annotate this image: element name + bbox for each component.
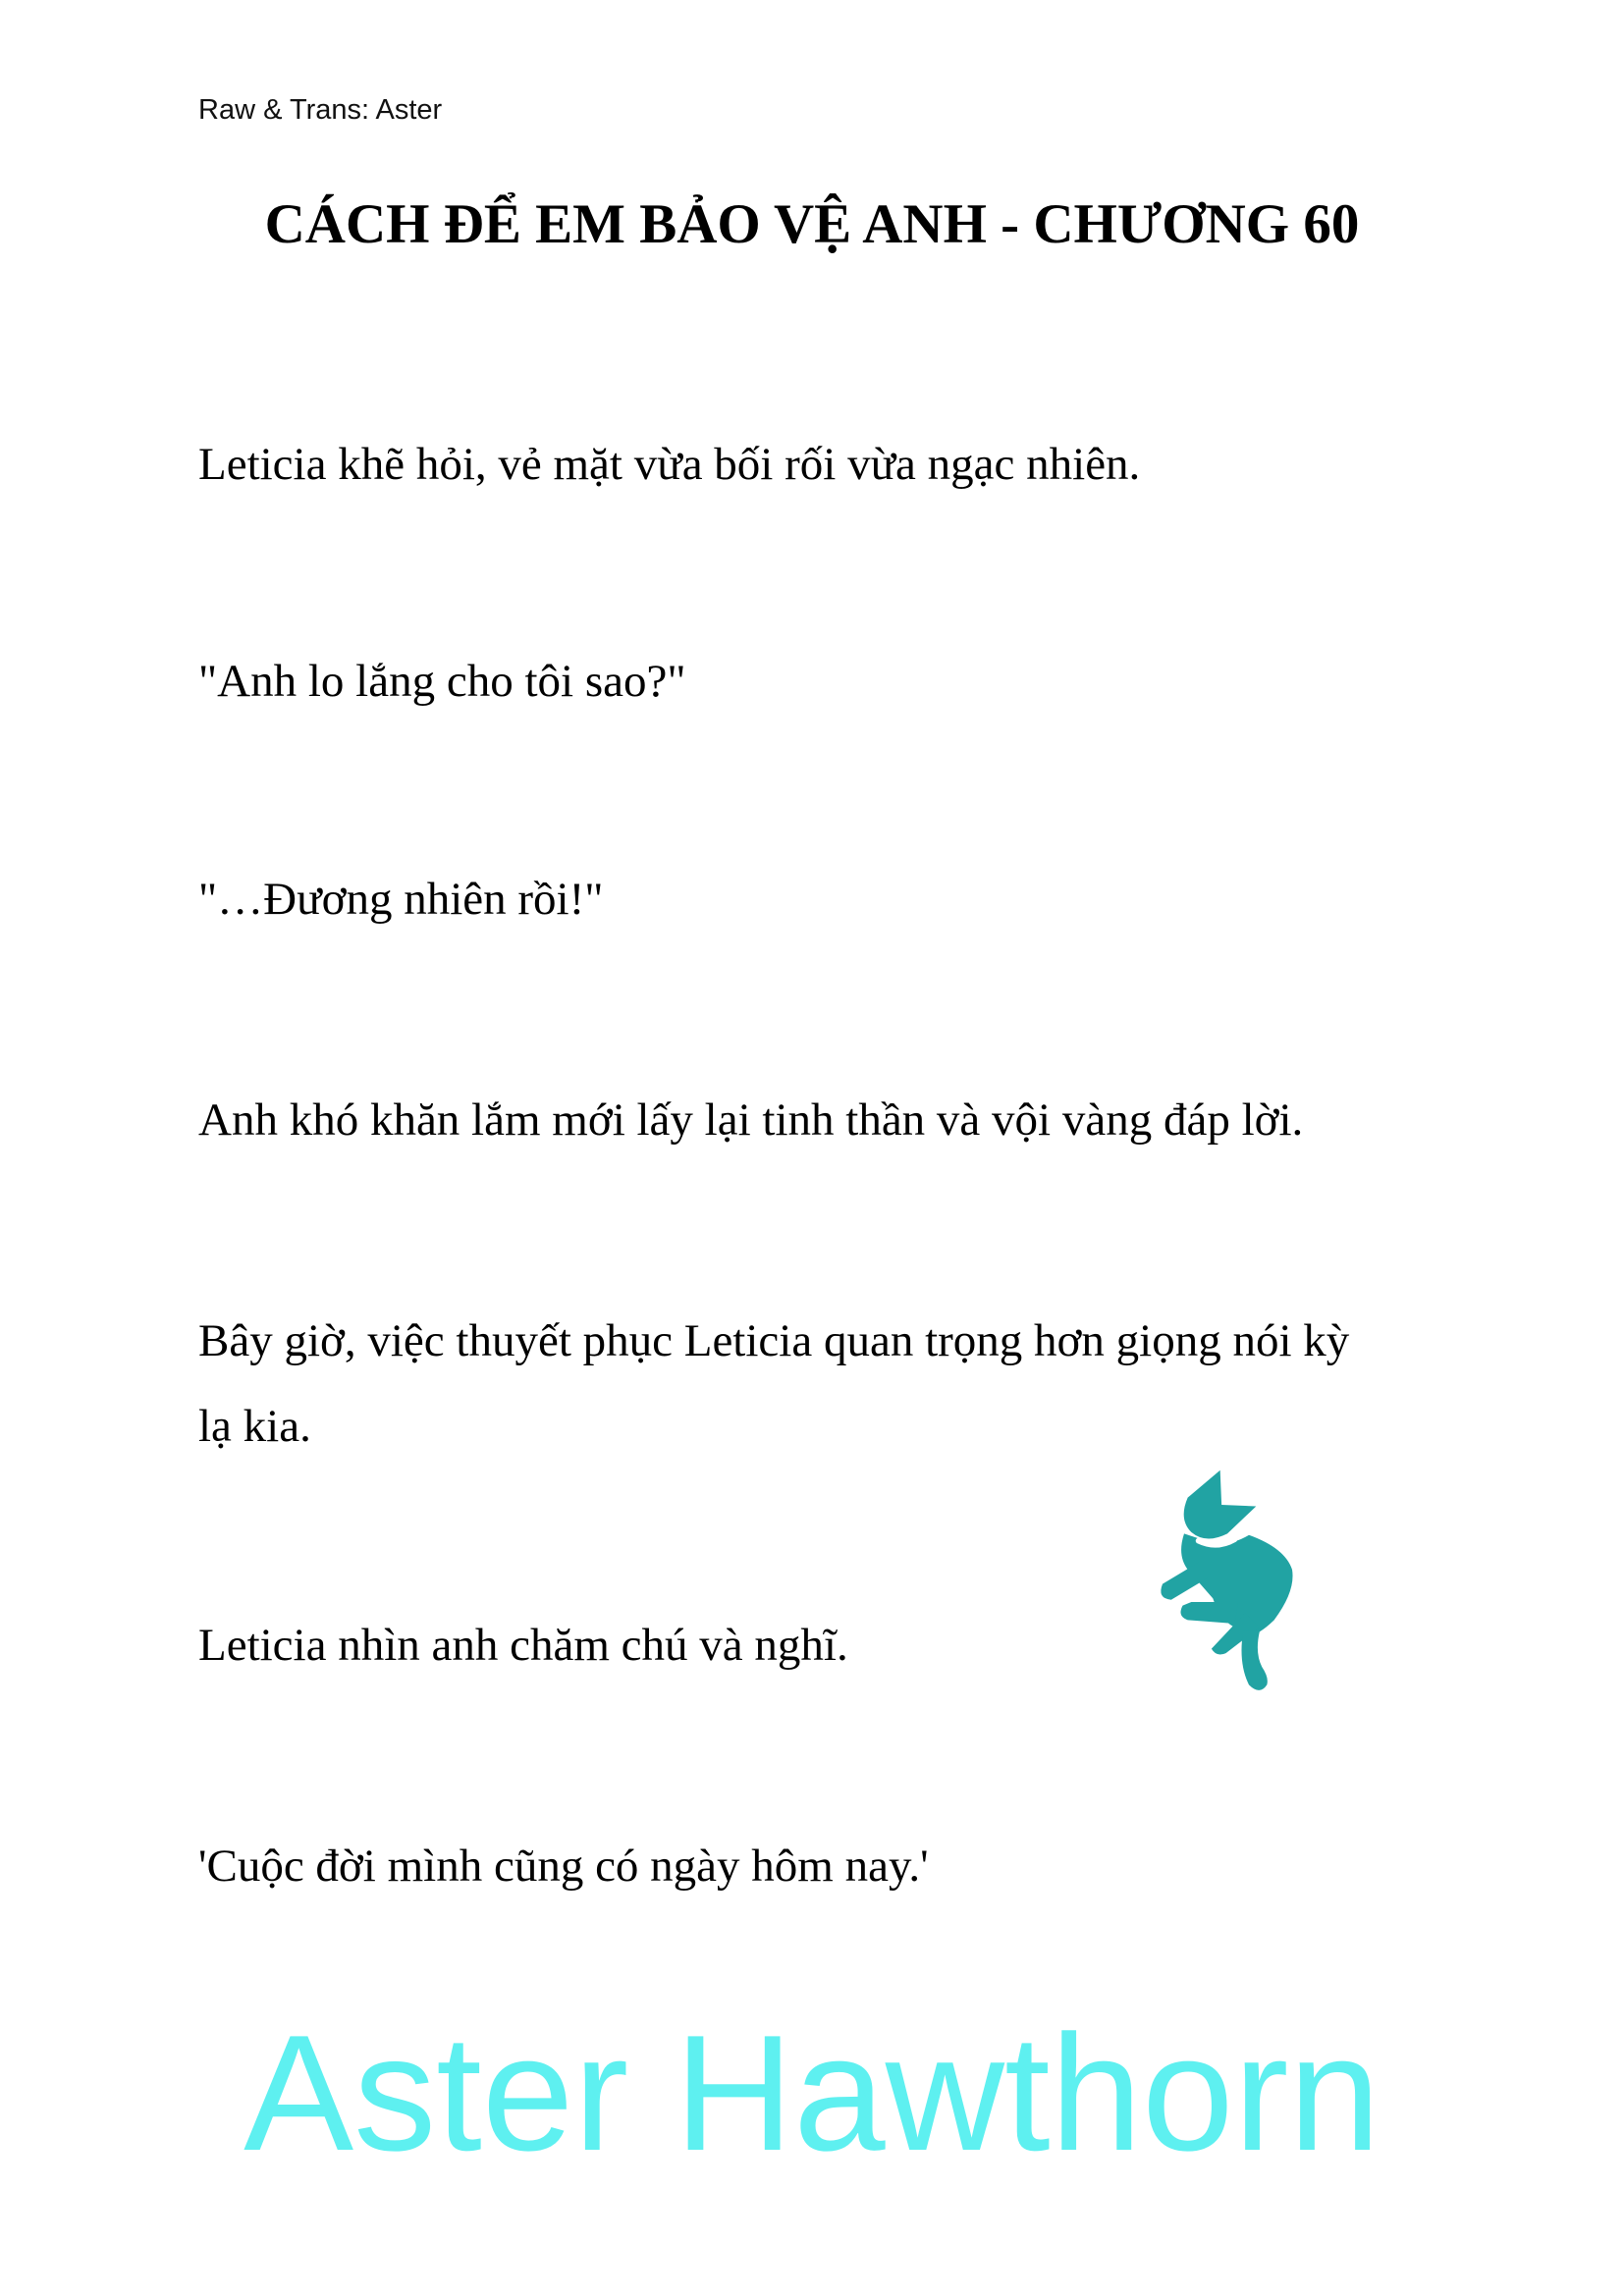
chapter-title: CÁCH ĐỂ EM BẢO VỆ ANH - CHƯƠNG 60 (264, 193, 1360, 255)
paragraph: Leticia khẽ hỏi, vẻ mặt vừa bối rối vừa ngạc nhiên. (198, 439, 1141, 490)
paragraph: lạ kia. (198, 1401, 311, 1452)
paragraph: Anh khó khăn lắm mới lấy lại tinh thần và vội vàng đáp lời. (198, 1095, 1304, 1146)
paragraph: 'Cuộc đời mình cũng có ngày hôm nay.' (198, 1841, 929, 1892)
cat-logo-icon (1119, 1418, 1335, 1742)
paragraph: "…Đương nhiên rồi!" (198, 874, 604, 925)
paragraph: Bây giờ, việc thuyết phục Leticia quan trọng hơn giọng nói kỳ (198, 1315, 1350, 1366)
credit-line: Raw & Trans: Aster (198, 94, 443, 126)
paragraph: Leticia nhìn anh chăm chú và nghĩ. (198, 1620, 848, 1671)
paragraph: "Anh lo lắng cho tôi sao?" (198, 656, 686, 707)
watermark-text: Aster Hawthorn (244, 2001, 1380, 2185)
